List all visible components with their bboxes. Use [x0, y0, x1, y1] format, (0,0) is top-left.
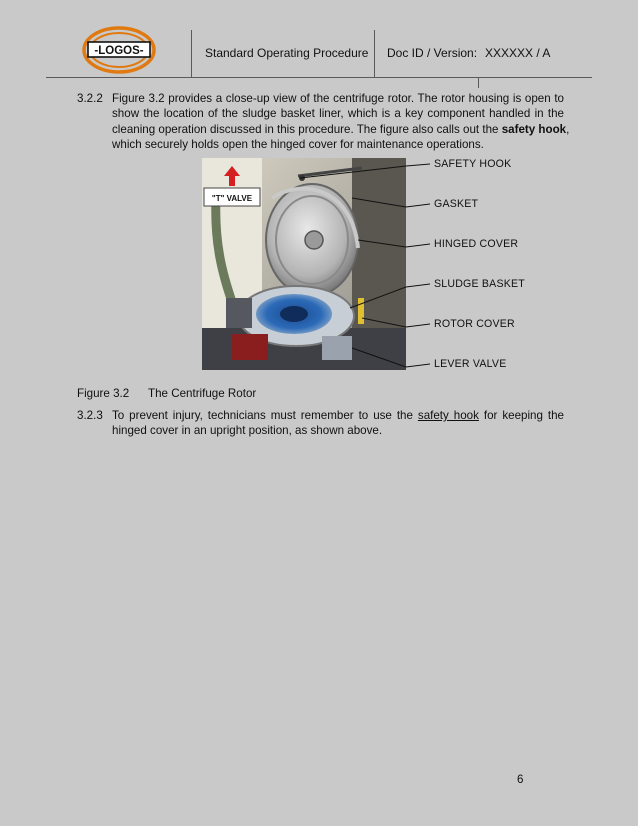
- page-number: 6: [517, 773, 524, 786]
- header-doc-id-value: XXXXXX / A: [485, 46, 551, 60]
- callout-gasket: GASKET: [434, 198, 479, 210]
- text-line: cleaning operation discussed in this procedure. The figure also calls out the safety hook,: [112, 122, 570, 136]
- text-line: show the location of the sludge basket liner, which is a key component handled in the: [112, 107, 564, 121]
- safety-hook-emphasis: safety hook: [501, 122, 567, 136]
- header-tick: [478, 78, 479, 88]
- section-number-3-2-3: 3.2.3: [77, 409, 103, 422]
- callout-sludge-basket: SLUDGE BASKET: [434, 278, 525, 290]
- figure-caption-title: The Centrifuge Rotor: [148, 387, 257, 400]
- header-title: Standard Operating Procedure: [205, 46, 369, 60]
- section-number-3-2-2: 3.2.2: [77, 92, 103, 105]
- text-line: Figure 3.2 provides a close-up view of the centrifuge rotor. The rotor housing is open to: [112, 92, 564, 105]
- text-line: which securely holds open the hinged cover for maintenance operations.: [112, 138, 484, 152]
- header-rule: [46, 77, 592, 78]
- safety-hook-underline: safety hook: [417, 409, 479, 422]
- header-doc-id-label: Doc ID / Version:: [387, 46, 478, 60]
- callout-hinged-cover: HINGED COVER: [434, 238, 519, 250]
- section-text-3-2-3: [112, 408, 564, 439]
- text-line: To prevent injury, technicians must remember to use the safety hook for keeping the: [112, 409, 564, 422]
- figure-caption-number: Figure 3.2: [77, 387, 130, 400]
- figure-callouts: [406, 154, 556, 374]
- company-logo: [82, 26, 156, 74]
- callout-lever-valve: LEVER VALVE: [434, 358, 507, 370]
- header-divider-2: [374, 30, 375, 78]
- section-text-3-2-2: [112, 91, 570, 153]
- callout-safety-hook: SAFETY HOOK: [434, 158, 512, 170]
- callout-rotor-cover: ROTOR COVER: [434, 318, 515, 330]
- t-valve-label: "T" VALVE: [211, 194, 253, 203]
- logo-text: -LOGOS-: [94, 45, 144, 57]
- text-line: hinged cover in an upright position, as shown above.: [112, 424, 383, 438]
- header-divider-1: [191, 30, 192, 78]
- centrifuge-rotor-photo: [202, 158, 406, 370]
